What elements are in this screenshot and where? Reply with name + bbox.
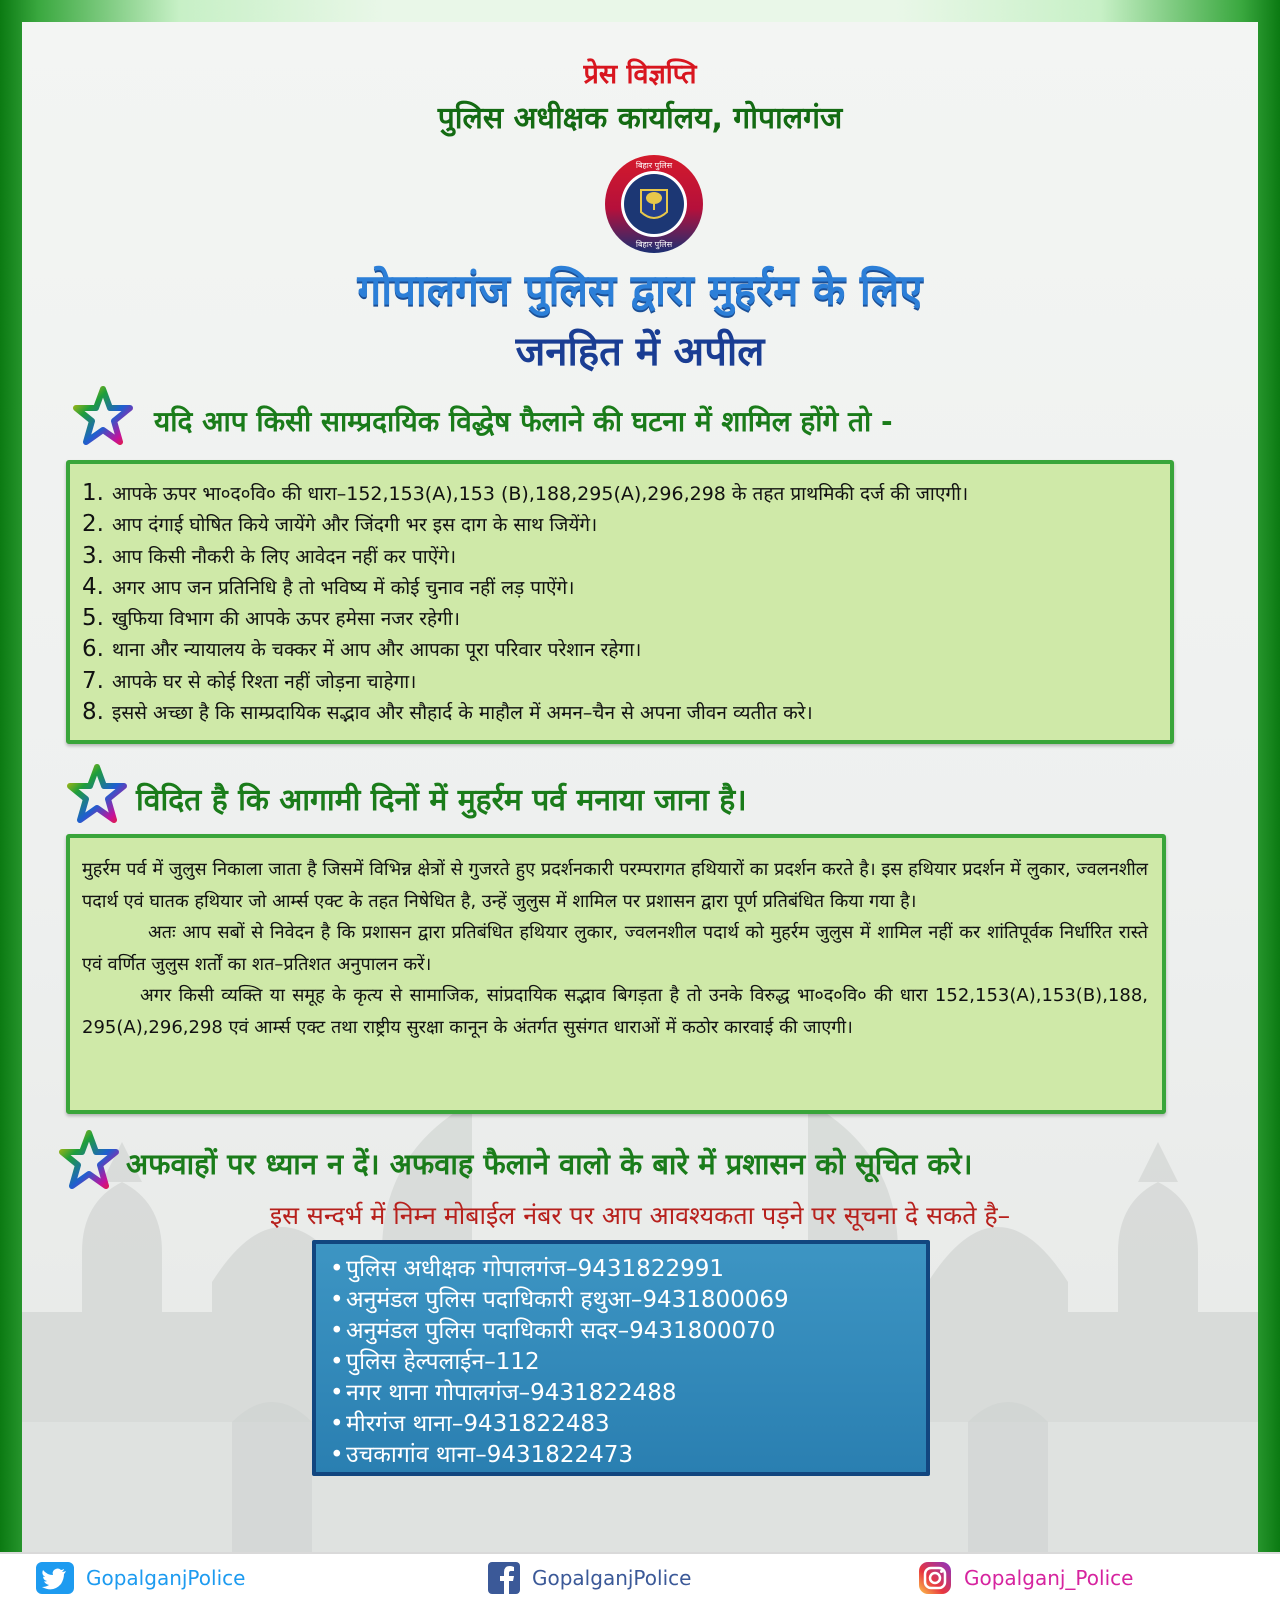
- facebook-icon: [488, 1562, 520, 1594]
- poster: [22, 22, 1258, 1552]
- list-item: 6. थाना और न्यायालय के चक्कर में आप और आपका पूरा परिवार परेशान रहेगा।: [82, 636, 642, 663]
- contact-row: • पुलिस अधीक्षक गोपालगंज–9431822991: [330, 1256, 724, 1282]
- consequences-box: [66, 460, 1174, 744]
- star-icon: [66, 764, 128, 824]
- list-item: 5. खुफिया विभाग की आपके ऊपर हमेसा नजर रहेगी।: [82, 605, 460, 632]
- contacts-box: [312, 1240, 930, 1476]
- list-item: 2. आप दंगाई घोषित किये जायेंगे और जिंदगी भर इस दाग के साथ जियेंगे।: [82, 511, 598, 538]
- list-item: 3. आप किसी नौकरी के लिए आवेदन नहीं कर पाऐंगे।: [82, 542, 457, 569]
- star-icon: [72, 386, 134, 446]
- contact-row: • अनुमंडल पुलिस पदाधिकारी सदर–9431800070: [330, 1318, 776, 1344]
- muharram-info-box: [66, 834, 1166, 1114]
- twitter-icon: [36, 1562, 74, 1594]
- contact-row: • पुलिस हेल्पलाईन–112: [330, 1349, 540, 1375]
- main-title-line2: जनहित में अपील: [515, 329, 765, 375]
- facebook-link[interactable]: GopalganjPolice: [488, 1562, 691, 1594]
- contact-row: • उचकागांव थाना–9431822473: [330, 1442, 634, 1468]
- contact-row: • नगर थाना गोपालगंज–9431822488: [330, 1380, 677, 1406]
- instagram-link[interactable]: Gopalganj_Police: [918, 1562, 1133, 1594]
- section3-heading: अफवाहों पर ध्यान न दें। अफवाह फैलाने वालो के बारे में प्रशासन को सूचित करे।: [126, 1147, 973, 1181]
- main-title-line1: गोपालगंज पुलिस द्वारा मुहर्रम के लिए: [357, 265, 923, 314]
- bihar-police-emblem-icon: [604, 154, 704, 254]
- info-paragraph-3: अगर किसी व्यक्ति या समूह के कृत्य से सामाजिक, सांप्रदायिक सद्भाव बिगड़ता है तो उनके विरुद्ध भा०द०वि० की धारा 152,153(A),153(B),188, 295(A),296,298 एवं आर्म्स एक्ट तथा राष्ट्रीय सुरक्षा कानून के अंतर्गत सुसंगत धाराओं में कठोर कारवाई की जाएगी।: [82, 985, 1148, 1038]
- contact-row: • अनुमंडल पुलिस पदाधिकारी हथुआ–9431800069: [330, 1287, 789, 1313]
- list-item: 4. अगर आप जन प्रतिनिधि है तो भविष्य में कोई चुनाव नहीं लड़ पाऐंगे।: [82, 573, 575, 600]
- instagram-icon: [918, 1561, 952, 1595]
- press-release-label: प्रेस विज्ञप्ति: [583, 59, 697, 90]
- info-paragraph-2: अतः आप सबों से निवेदन है कि प्रशासन द्वारा प्रतिबंधित हथियार लुकार, ज्वलनशील पदार्थ को मुहर्रम जुलुस में शामिल नहीं कर शांतिपूर्वक निर्धारित रास्ते एवं वर्णित जुलुस शर्तों का शत–प्रतिशत अनुपालन करें।: [82, 922, 1148, 975]
- contact-intro: इस सन्दर्भ में निम्न मोबाईल नंबर पर आप आवश्यकता पड़ने पर सूचना दे सकते है–: [269, 1201, 1011, 1230]
- list-item: 8. इससे अच्छा है कि साम्प्रदायिक सद्भाव और सौहार्द के माहौल में अमन–चैन से अपना जीवन व्यतीत करे।: [82, 699, 813, 726]
- office-name: पुलिस अधीक्षक कार्यालय, गोपालगंज: [437, 101, 843, 136]
- info-paragraph-1: मुहर्रम पर्व में जुलुस निकाला जाता है जिसमें विभिन्न क्षेत्रों से गुजरते हुए प्रदर्शनकारी परम्परागत हथियारों का प्रदर्शन करते है। इस हथियार प्रदर्शन में लुकार, ज्वलनशील पदार्थ एवं घातक हथियार जो आर्म्स एक्ट के तहत निषेधित है, उन्हें जुलुस में शामिल पर प्रशासन द्वारा पूर्ण प्रतिबंधित किया गया है।: [82, 859, 1148, 912]
- list-item: 7. आपके घर से कोई रिश्ता नहीं जोड़ना चाहेगा।: [82, 667, 417, 694]
- twitter-link[interactable]: GopalganjPolice: [36, 1562, 245, 1594]
- star-icon: [58, 1130, 120, 1190]
- list-item: 1. आपके ऊपर भा०द०वि० की धारा–152,153(A),153 (B),188,295(A),296,298 के तहत प्राथमिकी दर्ज की जाएगी।: [82, 480, 969, 506]
- logo-text-top: बिहार पुलिस: [635, 161, 673, 170]
- logo-text-bottom: बिहार पुलिस: [635, 240, 673, 249]
- consequences-list: [70, 464, 1170, 728]
- section2-heading: विदित है कि आगामी दिनों में मुहर्रम पर्व मनाया जाना है।: [136, 783, 747, 818]
- contact-row: • मीरगंज थाना–9431822483: [330, 1411, 610, 1437]
- section1-heading: यदि आप किसी साम्प्रदायिक विद्धेष फैलाने की घटना में शामिल होंगे तो -: [154, 405, 893, 438]
- social-footer: [0, 1552, 1280, 1602]
